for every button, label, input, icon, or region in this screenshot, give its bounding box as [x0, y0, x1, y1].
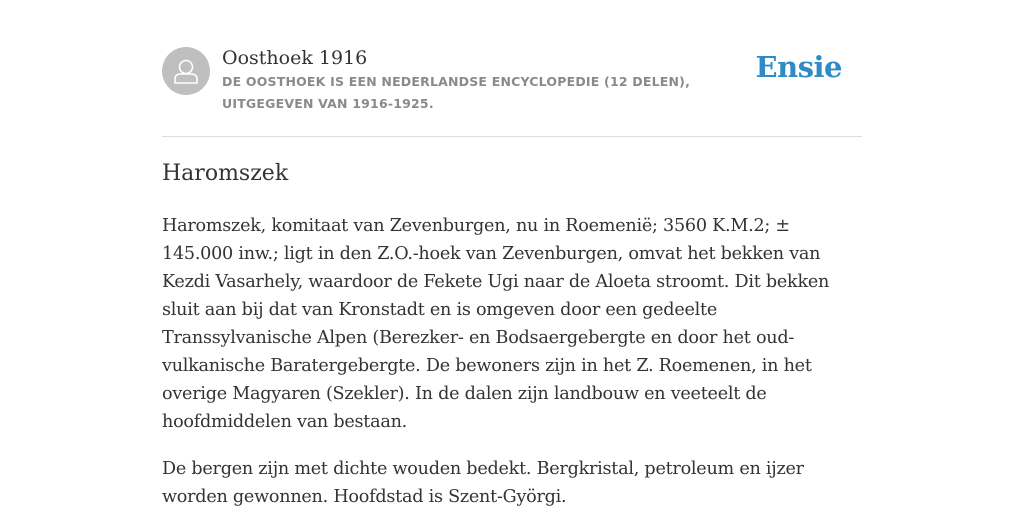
source-description: DE OOSTHOEK IS EEN NEDERLANDSE ENCYCLOPEDIE (12 DELEN), UITGEGEVEN VAN 1916-1925.	[222, 74, 691, 111]
avatar[interactable]	[162, 47, 210, 95]
article-paragraph: Haromszek, komitaat van Zevenburgen, nu in Roemenië; 3560 K.M.2; ± 145.000 inw.; ligt in den Z.O.-hoek van Zevenburgen, omvat het bekken van Kezdi Vasarhely, waardoor de Fekete Ugi naar de Aloeta stroomt. Dit bekken sluit aan bij dat van Kronstadt en is omgeven door een gedeelte Transsylvanische Alpen (Berezker- en Bodsaergebergte en door het oud-vulkanische Baratergebergte. De bewoners zijn in het Z. Roemenen, in het overige Magyaren (Szekler). In de dalen zijn landbouw en veeteelt de hoofdmiddelen van bestaan.	[162, 216, 830, 432]
brand-logo[interactable]: Ensie	[755, 50, 842, 84]
article-title: Haromszek	[162, 161, 289, 186]
source-header	[162, 44, 862, 137]
user-icon	[162, 47, 210, 95]
article	[162, 158, 862, 511]
source-title[interactable]: Oosthoek 1916	[222, 47, 368, 69]
article-paragraph: De bergen zijn met dichte wouden bedekt. Bergkristal, petroleum en ijzer worden gewonnen. Hoofdstad is Szent-Györgi.	[162, 459, 804, 507]
